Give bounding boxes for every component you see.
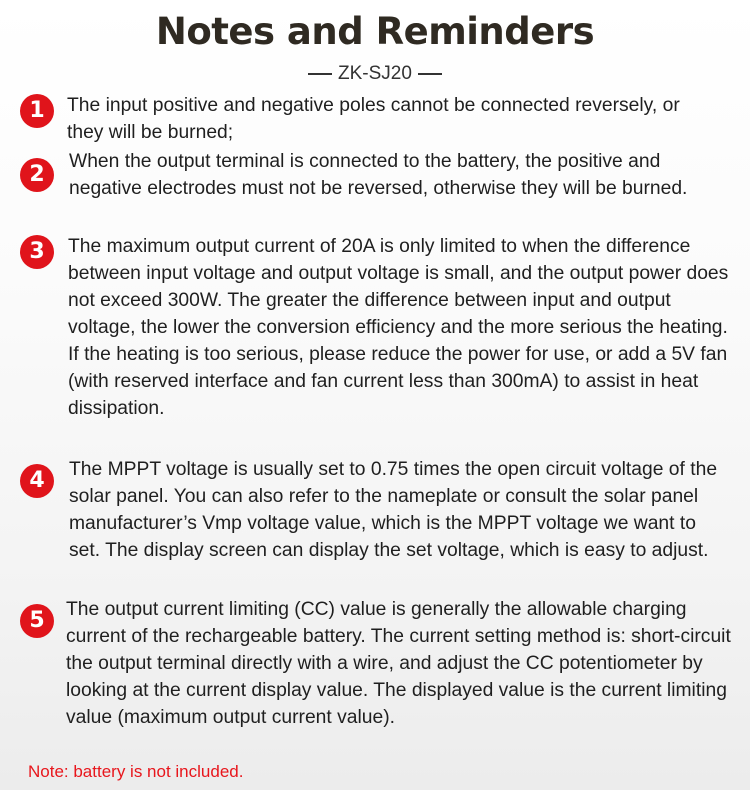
- number-badge-icon: 2: [20, 158, 54, 192]
- note-text: The input positive and negative poles cannot be connected reversely, or they will be burned;: [67, 95, 680, 143]
- model-subtitle: [0, 63, 750, 85]
- note-text: The output current limiting (CC) value is generally the allowable charging current of the rechargeable battery. The current setting method is: short-circuit the output terminal directly with a wire, and adjust the CC potentiometer by looking at the current display value. The displayed value is the current limiting value (maximum output current value).: [66, 599, 731, 728]
- model-name: ZK-SJ20: [338, 63, 412, 84]
- note-text: When the output terminal is connected to the battery, the positive and negative electrodes must not be reversed, otherwise they will be burned.: [69, 151, 688, 199]
- number-badge-icon: 5: [20, 604, 54, 638]
- note-text: The MPPT voltage is usually set to 0.75 times the open circuit voltage of the solar panel. You can also refer to the nameplate or consult the solar panel manufacturer’s Vmp voltage value, which is the MPPT voltage we want to set. The display screen can display the set voltage, which is easy to adjust.: [69, 459, 718, 561]
- divider: [308, 73, 332, 75]
- number-badge-icon: 3: [20, 235, 54, 269]
- page-title: Notes and Reminders: [155, 10, 595, 53]
- number-badge-icon: 4: [20, 464, 54, 498]
- footer-note: Note: battery is not included.: [28, 762, 244, 781]
- number-badge-icon: 1: [20, 94, 54, 128]
- divider: [418, 73, 442, 75]
- note-text: The maximum output current of 20A is only limited to when the difference between input voltage and output voltage is small, and the output power does not exceed 300W. The greater the difference between input and output voltage, the lower the conversion efficiency and the more serious the heating. If the heating is too serious, please reduce the power for use, or add a 5V fan (with reserved interface and fan current less than 300mA) to assist in heat dissipation.: [68, 236, 729, 419]
